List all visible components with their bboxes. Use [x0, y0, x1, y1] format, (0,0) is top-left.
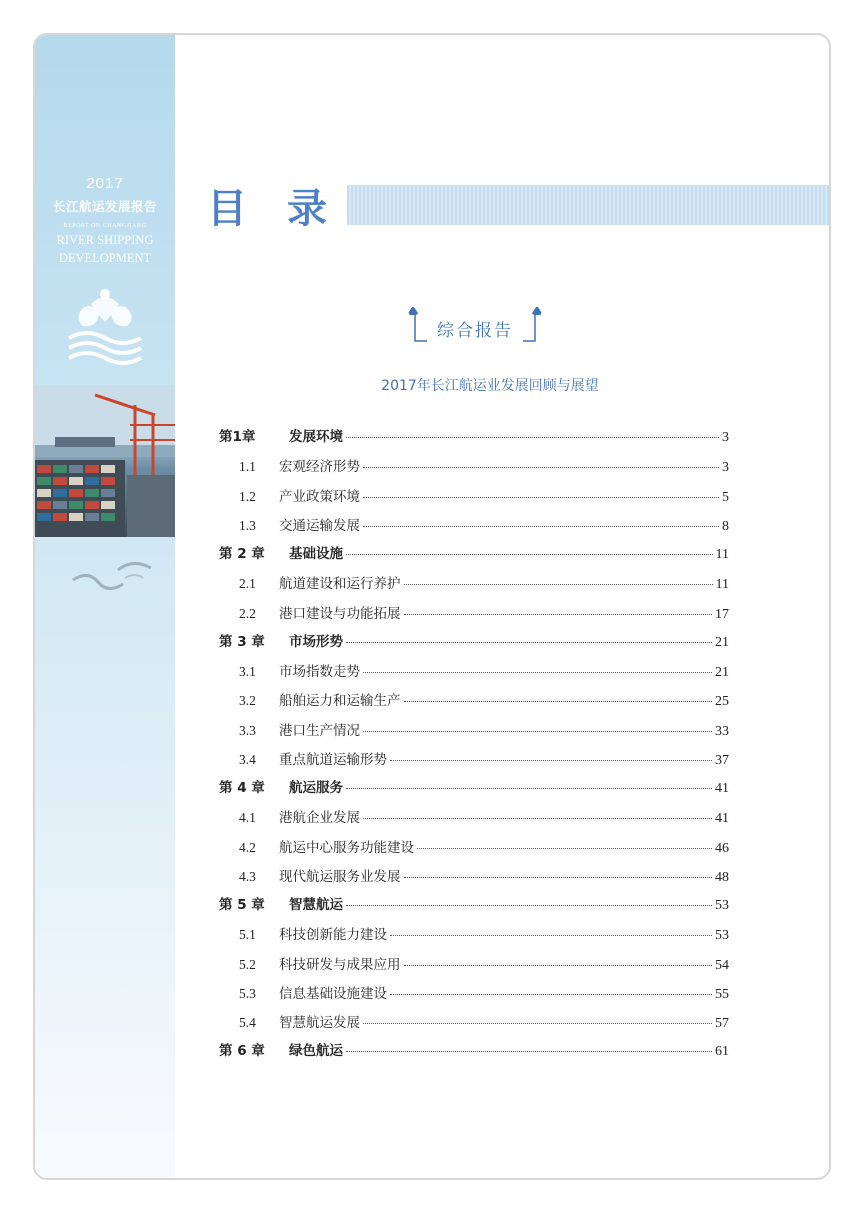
- toc-number: 第 2 章: [219, 546, 265, 562]
- toc-title: 港口生产情况: [279, 722, 360, 739]
- toc-number: 3.2: [239, 693, 256, 709]
- toc-number: 第 4 章: [219, 780, 265, 796]
- toc-title: 现代航运服务业发展: [279, 868, 401, 885]
- toc-chapter-row[interactable]: [219, 628, 729, 657]
- toc-title: 智慧航运发展: [279, 1015, 360, 1031]
- toc-number: 第 5 章: [219, 897, 265, 913]
- toc-number: 5.1: [239, 927, 256, 943]
- toc-title: 市场指数走势: [279, 664, 360, 680]
- toc-section-row[interactable]: [219, 950, 729, 979]
- sidebar-year: 2017: [86, 175, 124, 192]
- sidebar-band: [35, 35, 175, 1178]
- toc-number: 第1章: [219, 429, 256, 445]
- toc-title: 基础设施: [289, 546, 343, 562]
- toc-page-number: 21: [715, 634, 729, 650]
- toc-title: 航运中心服务功能建设: [279, 839, 414, 856]
- toc-page-number: 48: [715, 869, 729, 885]
- toc-page-number: 37: [715, 752, 729, 768]
- toc-dot-leader: [417, 848, 712, 849]
- toc-section-row[interactable]: [219, 511, 729, 540]
- toc-dot-leader: [404, 584, 713, 585]
- toc-title: 航运服务: [289, 780, 343, 796]
- toc-number: 4.2: [239, 839, 256, 855]
- toc-title: 船舶运力和运输生产: [279, 693, 401, 710]
- toc-chapter-row[interactable]: [219, 423, 729, 452]
- wave-emblem-icon: [61, 280, 149, 370]
- toc-number: 3.3: [239, 722, 256, 738]
- toc-section-row[interactable]: [219, 569, 729, 598]
- toc-page-number: 41: [715, 811, 729, 827]
- toc-page-number: 61: [715, 1044, 729, 1060]
- toc-section-row[interactable]: [219, 657, 729, 686]
- toc-section-row[interactable]: [219, 716, 729, 745]
- toc-number: 5.3: [239, 985, 256, 1001]
- toc-title: 产业政策环境: [279, 488, 360, 505]
- toc-section-row[interactable]: [219, 482, 729, 511]
- toc-dot-leader: [404, 614, 713, 615]
- toc-dot-leader: [346, 437, 719, 438]
- toc-number: 3.4: [239, 751, 256, 767]
- toc-title: 港口建设与功能拓展: [279, 605, 401, 622]
- toc-chapter-row[interactable]: [219, 891, 729, 920]
- toc-number: 5.2: [239, 956, 256, 972]
- toc-title: 科技创新能力建设: [279, 927, 387, 944]
- toc-title: 交通运输发展: [279, 517, 360, 534]
- toc-section-row[interactable]: [219, 452, 729, 481]
- toc-number: 5.4: [239, 1015, 256, 1030]
- toc-page-number: 3: [722, 430, 729, 445]
- sidebar-title-cn: 长江航运发展报告: [52, 199, 157, 214]
- toc-section-row[interactable]: [219, 745, 729, 774]
- toc-title: 信息基础设施建设: [279, 985, 387, 1002]
- toc-title: 科技研发与成果应用: [279, 956, 401, 973]
- toc-page-number: 21: [715, 665, 729, 680]
- page-title: 目录: [207, 185, 367, 232]
- toc-dot-leader: [363, 467, 719, 468]
- toc-title: 宏观经济形势: [279, 459, 360, 476]
- toc-section-row[interactable]: [219, 599, 729, 628]
- toc-page-number: 46: [715, 840, 729, 856]
- toc-page-number: 53: [715, 928, 729, 944]
- toc-page-number: 3: [722, 460, 729, 476]
- toc-section-row[interactable]: [219, 920, 729, 949]
- section-label: 综合报告: [437, 321, 513, 341]
- toc-dot-leader: [390, 760, 712, 761]
- toc-dot-leader: [404, 701, 713, 702]
- toc-dot-leader: [363, 731, 712, 732]
- toc-dot-leader: [346, 1051, 712, 1052]
- toc-title: 重点航道运输形势: [279, 751, 387, 768]
- toc-page-number: 8: [722, 518, 729, 534]
- toc-dot-leader: [346, 788, 712, 789]
- toc-dot-leader: [363, 672, 712, 673]
- toc-title: 发展环境: [289, 429, 343, 445]
- toc-section-row[interactable]: [219, 862, 729, 891]
- sidebar-title-en-line2: DEVELOPMENT: [58, 251, 152, 265]
- section-subtitle: 2017年长江航运业发展回顾与展望: [381, 378, 599, 394]
- toc-dot-leader: [404, 965, 713, 966]
- toc-chapter-row[interactable]: [219, 540, 729, 569]
- toc-title: 智慧航运: [289, 897, 343, 913]
- section-banner: [403, 307, 547, 347]
- table-of-contents: [219, 423, 729, 1067]
- toc-dot-leader: [404, 877, 713, 878]
- toc-section-row[interactable]: [219, 686, 729, 715]
- toc-title: 市场形势: [289, 633, 343, 650]
- toc-chapter-row[interactable]: [219, 774, 729, 803]
- toc-title: 航道建设和运行养护: [279, 576, 401, 593]
- toc-section-row[interactable]: [219, 803, 729, 832]
- toc-number: 2.1: [239, 576, 256, 592]
- toc-page-number: 55: [715, 986, 729, 1002]
- toc-number: 第 6 章: [219, 1043, 265, 1060]
- toc-section-row[interactable]: [219, 979, 729, 1008]
- title-decorative-band: [347, 185, 829, 225]
- toc-page-number: 11: [715, 547, 729, 562]
- toc-dot-leader: [363, 526, 719, 527]
- toc-page-number: 11: [715, 577, 729, 593]
- toc-section-row[interactable]: [219, 833, 729, 862]
- toc-dot-leader: [363, 1023, 712, 1024]
- toc-number: 4.3: [239, 868, 256, 884]
- toc-section-row[interactable]: [219, 1008, 729, 1037]
- toc-page-number: 54: [715, 957, 729, 973]
- bird-sketch-icon: [63, 550, 163, 610]
- toc-title: 港航企业发展: [279, 810, 360, 827]
- toc-dot-leader: [390, 994, 712, 995]
- toc-dot-leader: [346, 554, 713, 555]
- toc-dot-leader: [363, 818, 712, 819]
- toc-number: 3.1: [239, 664, 256, 679]
- toc-chapter-row[interactable]: [219, 1037, 729, 1066]
- sidebar-title-en-line1: RIVER SHIPPING: [56, 233, 154, 247]
- toc-title: 绿色航运: [289, 1043, 343, 1060]
- document-page: [33, 33, 831, 1180]
- toc-dot-leader: [390, 935, 712, 936]
- toc-page-number: 57: [715, 1016, 729, 1031]
- toc-number: 1.1: [239, 459, 256, 475]
- toc-number: 第 3 章: [219, 633, 265, 650]
- toc-page-number: 53: [715, 898, 729, 913]
- toc-number: 4.1: [239, 810, 256, 826]
- toc-dot-leader: [346, 642, 712, 643]
- toc-page-number: 33: [715, 723, 729, 739]
- toc-number: 1.3: [239, 517, 256, 533]
- toc-page-number: 17: [715, 606, 729, 622]
- toc-page-number: 41: [715, 781, 729, 796]
- container-port-photo: [35, 385, 175, 537]
- sidebar-title-en-small: REPORT ON CHANGJIANG: [63, 223, 147, 229]
- toc-number: 1.2: [239, 488, 256, 504]
- toc-page-number: 5: [722, 489, 729, 505]
- toc-number: 2.2: [239, 605, 256, 621]
- toc-dot-leader: [346, 905, 712, 906]
- toc-dot-leader: [363, 497, 719, 498]
- toc-page-number: 25: [715, 694, 729, 710]
